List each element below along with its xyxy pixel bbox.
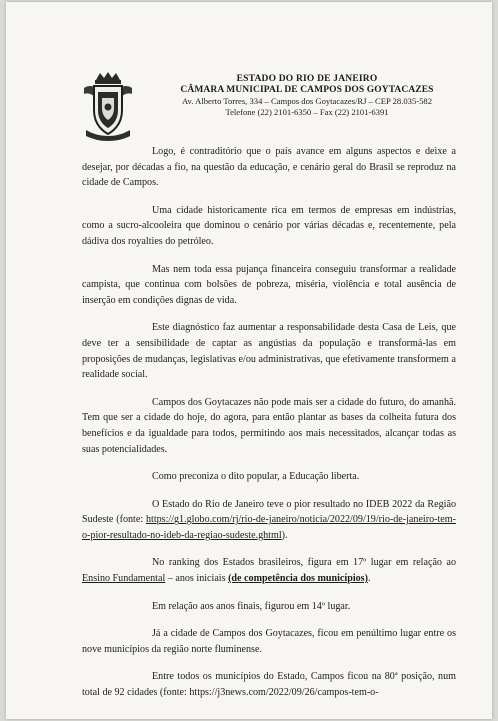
document-body xyxy=(82,144,456,713)
paragraph-8 xyxy=(82,555,456,586)
paragraph-8-end: . xyxy=(367,573,371,585)
letterhead-text xyxy=(132,74,482,118)
ranking-sentence: No ranking dos Estados brasileiros, figura em 17º lugar em relação ao xyxy=(152,557,456,569)
document-page xyxy=(6,2,492,719)
paragraph-1: Logo, é contraditório que o país avance em alguns aspectos e deixe a desejar, por décadas a fio, na questão da educação, e cenário geral do Brasil se reproduz na cidade de Campos. xyxy=(82,146,456,189)
paragraph-4: Este diagnóstico faz aumentar a responsabilidade desta Casa de Leis, que deve ter a sensibilidade de captar as angústias da população e transformá-las em proposições de mudanças, legislativas e/ou administrativas, que efetivamente transformem a realidade social. xyxy=(82,322,456,381)
phone-line: Telefone (22) 2101-6350 – Fax (22) 2101-6391 xyxy=(225,107,389,117)
paragraph-11: Entre todos os municípios do Estado, Campos ficou na 80ª posição, num total de 92 cidades (fonte: https://j3news.com/2022/09/26/campos-tem-o- xyxy=(82,671,456,699)
paragraph-10: Já a cidade de Campos dos Goytacazes, ficou em penúltimo lugar entre os nove municípios da região norte fluminense. xyxy=(82,628,456,655)
letterhead xyxy=(6,64,492,144)
paragraph-7 xyxy=(82,497,456,544)
ensino-fundamental-term: Ensino Fundamental xyxy=(82,573,166,585)
paragraph-2: Uma cidade historicamente rica em termos de empresas em indústrias, como a sucro-alcooleira que dominou o cenário por várias décadas e, recentemente, pela dádiva dos royalties do petróleo. xyxy=(82,204,456,247)
state-title: ESTADO DO RIO DE JANEIRO xyxy=(236,74,378,84)
paragraph-6: Como preconiza o dito popular, a Educação liberta. xyxy=(152,471,360,483)
paragraph-9: Em relação aos anos finais, figurou em 14º lugar. xyxy=(152,600,351,612)
paragraph-7-end: ). xyxy=(281,529,288,541)
coat-of-arms-icon xyxy=(80,70,136,142)
paragraph-5: Campos dos Goytacazes não pode mais ser a cidade do futuro, do amanhã. Tem que ser a cidade do hoje, do agora, para então plantar as bases da colheita futura dos benefícios e da igualdade para todos, permitindo aos mais necessitados, alcançar todas as suas potencialidades. xyxy=(82,396,456,455)
anos-iniciais-text: – anos iniciais xyxy=(165,573,229,585)
address-line: Av. Alberto Torres, 334 – Campos dos Goytacazes/RJ – CEP 28.035-582 xyxy=(181,96,433,106)
source-link-g1[interactable]: https://g1.globo.com/rj/rio-de-janeiro/noticia/2022/09/19/rio-de-janeiro-tem-o-pior-resultado-no-ideb-da-regiao-sudeste.ghtml xyxy=(82,514,456,541)
competencia-municipios-text: (de competência dos municípios) xyxy=(228,573,368,585)
paragraph-3: Mas nem toda essa pujança financeira conseguiu transformar a realidade campista, que continua com bolsões de pobreza, miséria, violência e total ausência de inserção em condições dignas de vida. xyxy=(82,263,456,306)
chamber-title: CÂMARA MUNICIPAL DE CAMPOS DOS GOYTACAZES xyxy=(180,85,434,95)
ideb-sentence: O Estado do Rio de Janeiro teve o pior resultado no IDEB 2022 da Região Sudeste (fonte: xyxy=(82,498,456,526)
